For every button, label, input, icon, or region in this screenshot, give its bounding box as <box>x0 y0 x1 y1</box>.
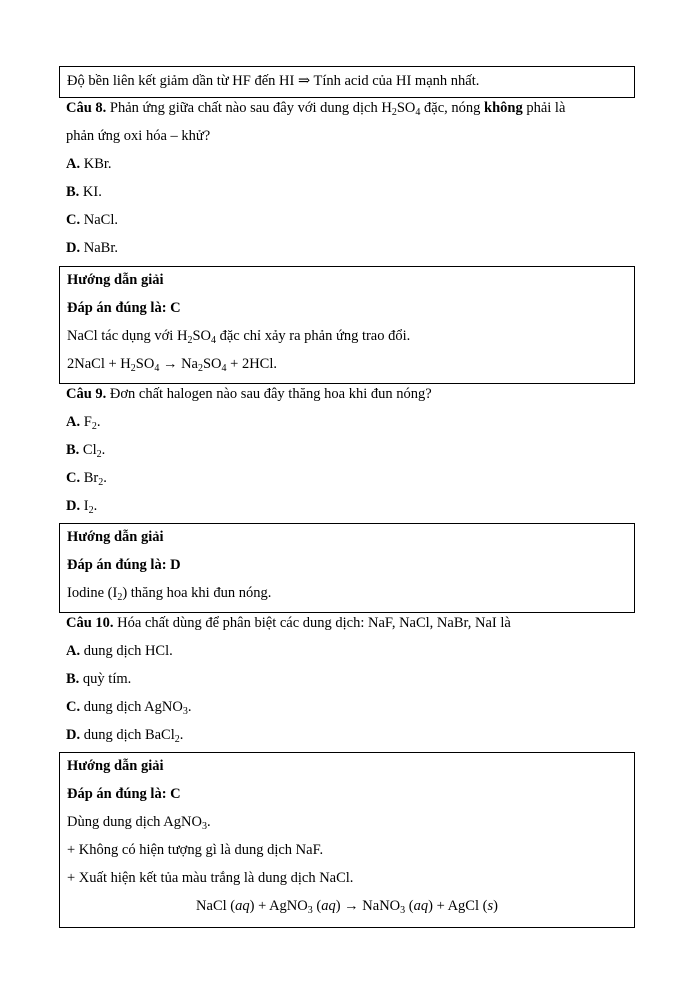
guide-explanation: NaCl tác dụng với $H_2SO_4$ đặc chỉ xảy ra phản ứng trao đổi. <box>67 328 411 346</box>
guide-title: Hướng dẫn giải <box>67 758 164 774</box>
guide-answer: Đáp án đúng là: C <box>67 786 181 802</box>
question-10-option-d: D. dung dịch BaCl$_2$. <box>66 727 184 745</box>
guide-equation: 2NaCl + $H_2SO_4 \to Na_2SO_4 + 2HCl$. <box>67 356 278 374</box>
question-9-option-c: C. $Br_2$. <box>66 470 107 488</box>
question-9-label: Câu 9. <box>66 386 107 402</box>
question-8-line-2: phản ứng oxi hóa – khử? <box>66 128 211 144</box>
question-10-option-c: C. dung dịch AgNO$_3$. <box>66 699 192 717</box>
guide-reagent: Dùng dung dịch AgNO$_3$. <box>67 814 211 832</box>
guide-title: Hướng dẫn giải <box>67 272 164 288</box>
question-8-line-1: Câu 8. Phản ứng giữa chất nào sau đây với dung dịch $H_2SO_4$ đặc, nóng không phải là <box>66 100 566 118</box>
question-9-option-b: B. $Cl_2$. <box>66 442 106 460</box>
question-10-guide-box <box>59 752 635 928</box>
guide-answer: Đáp án đúng là: C <box>67 300 181 316</box>
question-10-option-a: A. dung dịch HCl. <box>66 643 173 659</box>
question-10-label: Câu 10. <box>66 615 114 631</box>
top-explanation-box <box>59 66 635 98</box>
guide-equation: NaCl (aq) + AgNO$_3$ (aq) → NaNO$_3$ (aq) + AgCl (s) <box>196 898 498 916</box>
question-9-option-d: D. $I_2$. <box>66 498 98 516</box>
guide-title: Hướng dẫn giải <box>67 529 164 545</box>
question-9-text: Câu 9. Đơn chất halogen nào sau đây thăng hoa khi đun nóng? <box>66 386 432 402</box>
question-8-option-c: C. NaCl. <box>66 212 118 228</box>
question-9-option-a: A. $F_2$. <box>66 414 101 432</box>
question-10-option-b: B. quỳ tím. <box>66 671 132 687</box>
top-explanation-text: Độ bền liên kết giảm dần từ HF đến HI ⇒ Tính acid của HI mạnh nhất. <box>67 73 480 89</box>
question-8-option-d: D. NaBr. <box>66 240 118 256</box>
question-9-guide-box <box>59 523 635 613</box>
guide-answer: Đáp án đúng là: D <box>67 557 181 573</box>
question-10-text: Câu 10. Hóa chất dùng để phân biệt các dung dịch: NaF, NaCl, NaBr, NaI là <box>66 615 511 631</box>
emphasis-khong: không <box>484 100 523 116</box>
question-8-label: Câu 8. <box>66 100 107 116</box>
question-8-option-b: B. KI. <box>66 184 102 200</box>
guide-bullet-2: + Xuất hiện kết tủa màu trắng là dung dịch NaCl. <box>67 870 354 886</box>
guide-bullet-1: + Không có hiện tượng gì là dung dịch NaF. <box>67 842 324 858</box>
question-8-guide-box <box>59 266 635 384</box>
question-8-option-a: A. KBr. <box>66 156 112 172</box>
guide-explanation: Iodine $(I_2)$ thăng hoa khi đun nóng. <box>67 585 272 603</box>
